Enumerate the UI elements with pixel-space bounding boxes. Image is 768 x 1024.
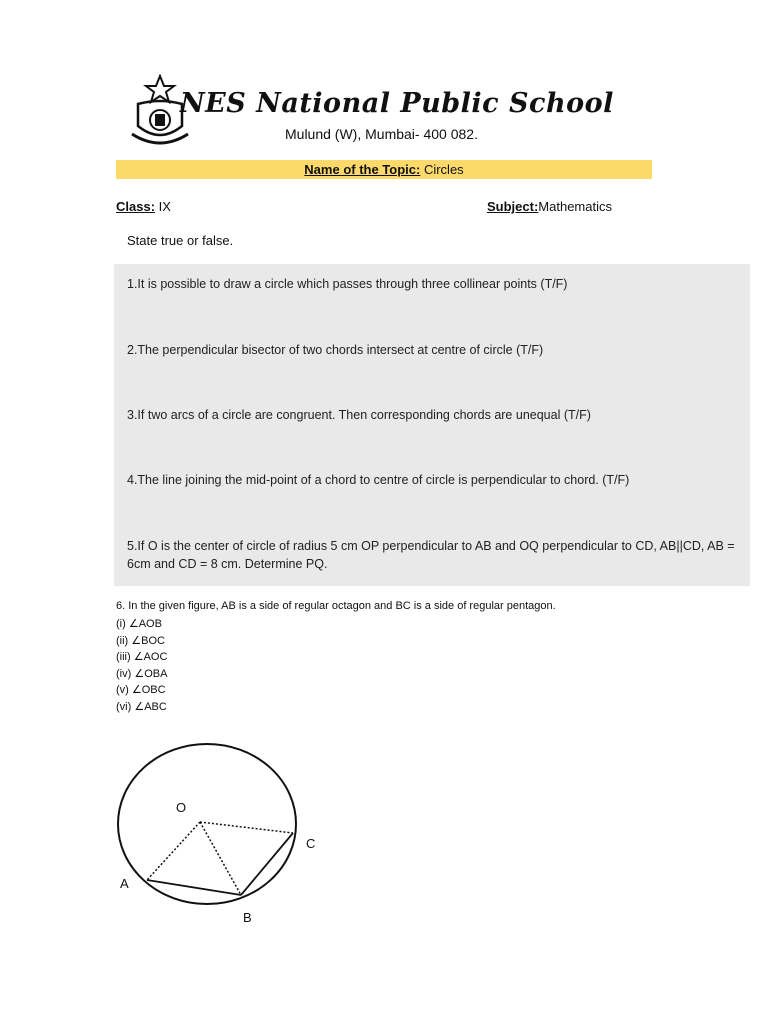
topic-heading bbox=[116, 162, 652, 177]
instruction: State true or false. bbox=[127, 233, 234, 248]
question-3: 3.If two arcs of a circle are congruent. Then corresponding chords are unequal (T/F) bbox=[127, 408, 591, 422]
label-A: A bbox=[120, 876, 129, 891]
subject-value: Mathematics bbox=[538, 199, 612, 214]
question-5: 5.If O is the center of circle of radius 5 cm OP perpendicular to AB and OQ perpendicular to CD, AB||CD, AB = 6cm and CD = 8 cm. Determine PQ. bbox=[127, 539, 735, 571]
label-O: O bbox=[176, 800, 187, 815]
question-6-part: (i) ∠AOB bbox=[116, 618, 162, 630]
subject-label: Subject: bbox=[487, 199, 539, 214]
radius-OB bbox=[200, 822, 241, 895]
label-C: C bbox=[306, 836, 316, 851]
question-6-part: (v) ∠OBC bbox=[116, 684, 166, 696]
class-line bbox=[116, 199, 171, 214]
question-6: 6. In the given figure, AB is a side of regular octagon and BC is a side of regular pentagon. bbox=[116, 600, 556, 612]
radius-OA bbox=[147, 822, 200, 880]
subject-line bbox=[487, 199, 612, 214]
circle-outline bbox=[118, 744, 296, 904]
class-label: Class: bbox=[116, 199, 156, 214]
class-value: IX bbox=[155, 199, 171, 214]
question-6-part: (ii) ∠BOC bbox=[116, 635, 165, 647]
topic-value: Circles bbox=[420, 162, 464, 177]
topic-label: Name of the Topic: bbox=[304, 162, 421, 177]
question-4: 4.The line joining the mid-point of a chord to centre of circle is perpendicular to chord. (T/F) bbox=[127, 473, 630, 487]
label-B: B bbox=[243, 910, 252, 925]
question-6-part: (iv) ∠OBA bbox=[116, 668, 168, 680]
circle-figure bbox=[112, 740, 332, 930]
school-address: Mulund (W), Mumbai- 400 082. bbox=[285, 126, 478, 142]
school-name: NES National Public School bbox=[180, 88, 614, 119]
question-2: 2.The perpendicular bisector of two chords intersect at centre of circle (T/F) bbox=[127, 343, 544, 357]
question-6-part: (vi) ∠ABC bbox=[116, 701, 167, 713]
radius-OC bbox=[200, 822, 293, 833]
question-6-part: (iii) ∠AOC bbox=[116, 651, 168, 663]
question-1: 1.It is possible to draw a circle which passes through three collinear points (T/F) bbox=[127, 277, 568, 291]
